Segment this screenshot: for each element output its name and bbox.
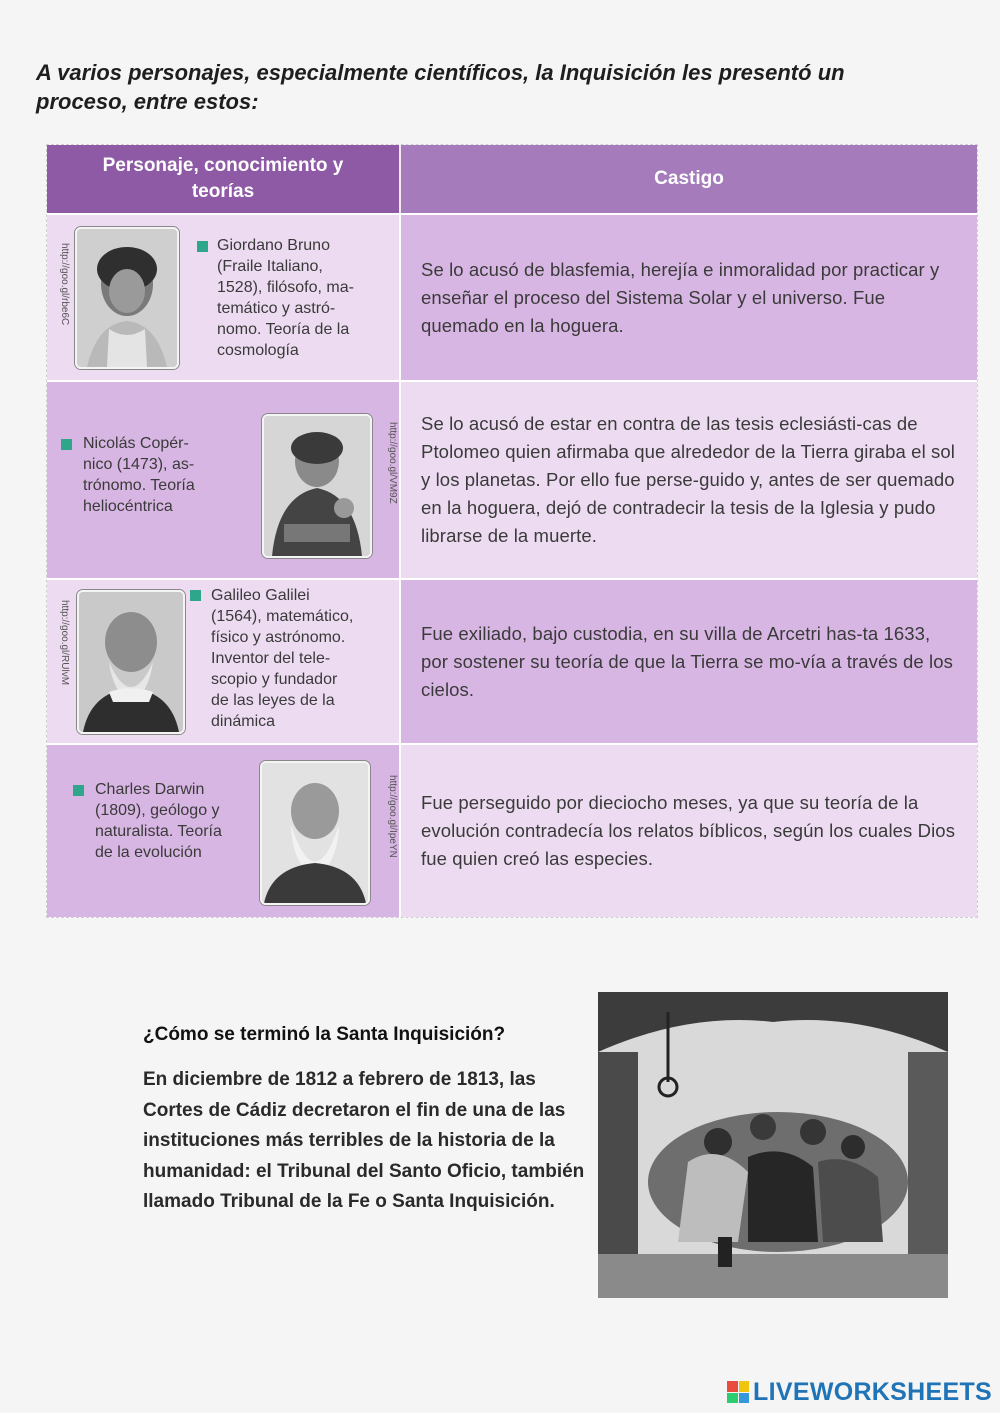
person-description: Nicolás Copér- nico (1473), as- trónomo. Teoría heliocéntrica	[83, 435, 195, 515]
photo-source-url: http://goo.gl/rbe6C	[59, 243, 70, 326]
person-description: Giordano Bruno (Fraile Italiano, 1528), filósofo, ma- temático y astró- nomo. Teoría de la cosmología	[217, 237, 354, 359]
brand-text: LIVEWORKSHEETS	[753, 1377, 992, 1406]
punishment-cell: Se lo acusó de estar en contra de las tesis eclesiásti-cas de Ptolomeo quien afirmaba que alrededor de la Tierra giraba el sol y los planetas. Por ello fue perse-guido y, antes de ser quemado en la hoguera, dejó de contradecir la tesis de la Iglesia y pudo librarse de la muerte.	[401, 382, 977, 578]
bullet-icon	[61, 439, 72, 450]
bullet-icon	[197, 241, 208, 252]
table-row	[47, 743, 977, 917]
photo-source-url: http://goo.gl/VM9Z	[387, 422, 398, 504]
portrait-galileo-galilei-icon	[77, 590, 185, 734]
person-cell	[47, 745, 401, 917]
bullet-icon	[73, 785, 84, 796]
person-description: Charles Darwin (1809), geólogo y naturalista. Teoría de la evolución	[95, 781, 222, 861]
portrait-nicolas-copernico-icon	[262, 414, 372, 558]
table-row	[47, 213, 977, 380]
table-row	[47, 578, 977, 743]
portrait-giordano-bruno-icon	[75, 227, 179, 369]
person-description: Galileo Galilei (1564), matemático, físico y astrónomo. Inventor del tele- scopio y fundador de las leyes de la dinámica	[211, 587, 354, 730]
inquisition-table	[46, 144, 978, 918]
photo-source-url: http://goo.gl/RUlvM	[59, 600, 70, 686]
header-col-person: Personaje, conocimiento y teorías	[47, 145, 401, 213]
section-answer: En diciembre de 1812 a febrero de 1813, las Cortes de Cádiz decretaron el fin de una de las instituciones más terribles de la historia de la humanidad: el Tribunal del Santo Oficio, también llamado Tribunal de la Fe o Santa Inquisición.	[143, 1069, 585, 1212]
person-cell	[47, 215, 401, 380]
bullet-icon	[190, 590, 201, 601]
header-col-punishment: Castigo	[401, 145, 977, 213]
portrait-charles-darwin-icon	[260, 761, 370, 905]
punishment-cell: Se lo acusó de blasfemia, herejía e inmoralidad por practicar y enseñar el proceso del Sistema Solar y el universo. Fue quemado en la hoguera.	[401, 215, 977, 380]
liveworksheets-brand[interactable]	[727, 1378, 992, 1406]
punishment-cell: Fue exiliado, bajo custodia, en su villa de Arcetri has-ta 1633, por sostener su teoría de que la Tierra se mo-vía a través de los cielos.	[401, 580, 977, 743]
person-cell	[47, 580, 401, 743]
inquisition-engraving-icon	[598, 992, 948, 1298]
table-row	[47, 380, 977, 578]
photo-source-url: http://goo.gl/IpeYN	[387, 775, 398, 858]
punishment-cell: Fue perseguido por dieciocho meses, ya que su teoría de la evolución contradecía los relatos bíblicos, según los cuales Dios fue quien creó las especies.	[401, 745, 977, 917]
table-header	[47, 145, 977, 213]
intro-text: A varios personajes, especialmente científicos, la Inquisición les presentó un proceso, entre estos:	[36, 60, 845, 114]
section-question: ¿Cómo se terminó la Santa Inquisición?	[143, 1024, 506, 1045]
person-cell	[47, 382, 401, 578]
liveworksheets-logo-icon	[727, 1381, 749, 1403]
